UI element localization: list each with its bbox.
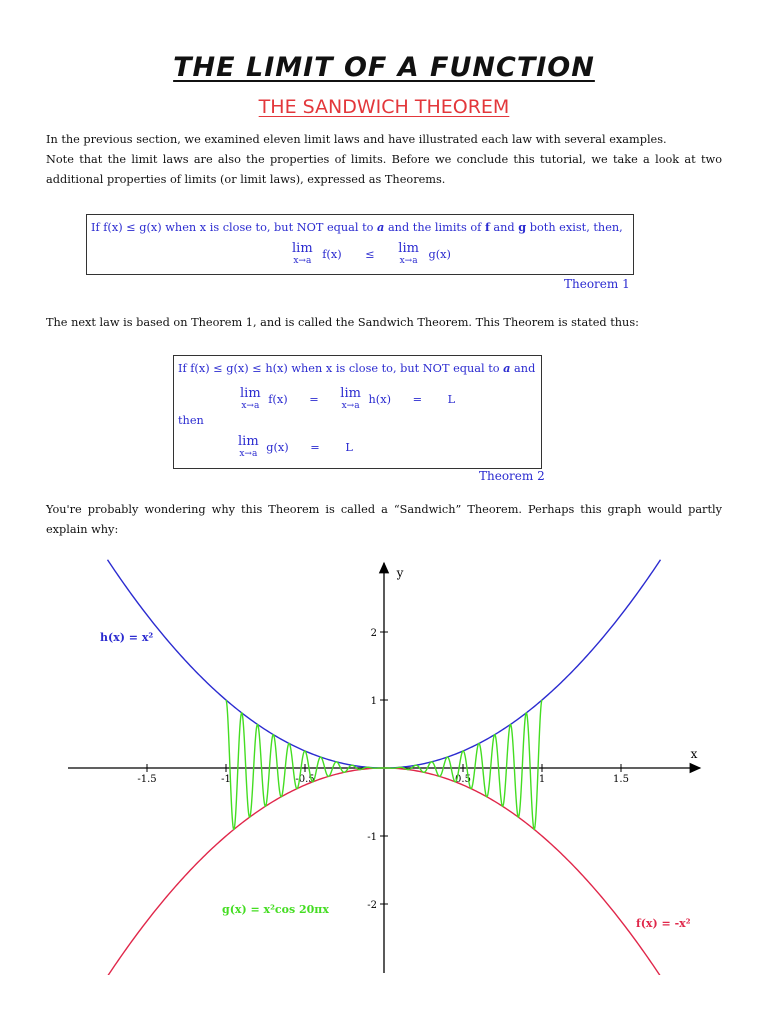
theorem-2-box bbox=[173, 355, 542, 469]
var-a: a bbox=[377, 220, 385, 234]
y-tick-label: -1 bbox=[367, 832, 377, 843]
theorem-2-statement: If f(x) ≤ g(x) ≤ h(x) when x is close to, but NOT equal to a and bbox=[178, 361, 536, 375]
y-tick-label: 2 bbox=[370, 628, 377, 639]
relation: ≤ bbox=[365, 248, 375, 261]
intro-paragraph bbox=[46, 130, 722, 190]
theorem-1-formula bbox=[292, 243, 451, 267]
y-tick-label: -2 bbox=[367, 900, 377, 911]
x-tick-label: 1 bbox=[538, 774, 546, 785]
intro-line-1: In the previous section, we examined eleven limit laws and have illustrated each law with several examples. bbox=[46, 133, 667, 146]
x-tick-label: 0.5 bbox=[455, 774, 471, 785]
then-label: then bbox=[178, 414, 204, 427]
limit-operator: lim x→a bbox=[398, 241, 419, 266]
theorem-2-hypothesis: lim x→a f(x) = lim x→a h(x) = L bbox=[240, 386, 456, 411]
limit-operator: lim x→a bbox=[238, 434, 259, 459]
middle-paragraph: The next law is based on Theorem 1, and is called the Sandwich Theorem. This Theorem is stated thus: bbox=[46, 316, 639, 329]
series-label-2: f(x) = -x² bbox=[636, 917, 691, 930]
y-axis-label: y bbox=[396, 566, 404, 580]
y-tick-label: 1 bbox=[370, 696, 377, 707]
series-label-1: h(x) = x² bbox=[100, 631, 154, 644]
f-of-x: f(x) bbox=[322, 248, 342, 261]
var-f: f bbox=[484, 220, 490, 234]
x-tick-label: -1.5 bbox=[137, 774, 157, 785]
intro-line-2: Note that the limit laws are also the properties of limits. Before we conclude this tutorial, we take a look at two additional properties of limits (or limit laws), expressed as Theorems. bbox=[46, 153, 722, 186]
limit-operator: lim x→a bbox=[240, 386, 261, 411]
var-g: g bbox=[518, 220, 527, 234]
theorem-1-caption: Theorem 1 bbox=[564, 277, 630, 291]
var-a: a bbox=[503, 361, 511, 375]
sandwich-graph bbox=[0, 555, 768, 975]
theorem-2-conclusion: lim x→a g(x) = L bbox=[238, 434, 353, 459]
g-of-x: g(x) bbox=[428, 248, 451, 261]
x-tick-label: -1 bbox=[221, 774, 231, 785]
limit-operator: lim x→a bbox=[340, 386, 361, 411]
x-axis-label: x bbox=[690, 747, 698, 761]
page-title: THE LIMIT OF A FUNCTION bbox=[173, 52, 595, 83]
limit-operator: lim x→a bbox=[292, 241, 313, 266]
closing-paragraph: You're probably wondering why this Theorem is called a “Sandwich” Theorem. Perhaps this graph would partly explain why: bbox=[46, 503, 722, 536]
theorem-1-box bbox=[86, 214, 634, 275]
theorem-1-statement: If f(x) ≤ g(x) when x is close to, but NOT equal to a and the limits of f and g both exist, then, bbox=[91, 220, 623, 234]
section-subtitle: THE SANDWICH THEOREM bbox=[258, 96, 510, 118]
x-tick-label: -0.5 bbox=[295, 774, 315, 785]
x-tick-label: 1.5 bbox=[613, 774, 629, 785]
theorem-2-caption: Theorem 2 bbox=[479, 469, 545, 483]
series-label-3: g(x) = x²cos 20πx bbox=[222, 903, 329, 916]
